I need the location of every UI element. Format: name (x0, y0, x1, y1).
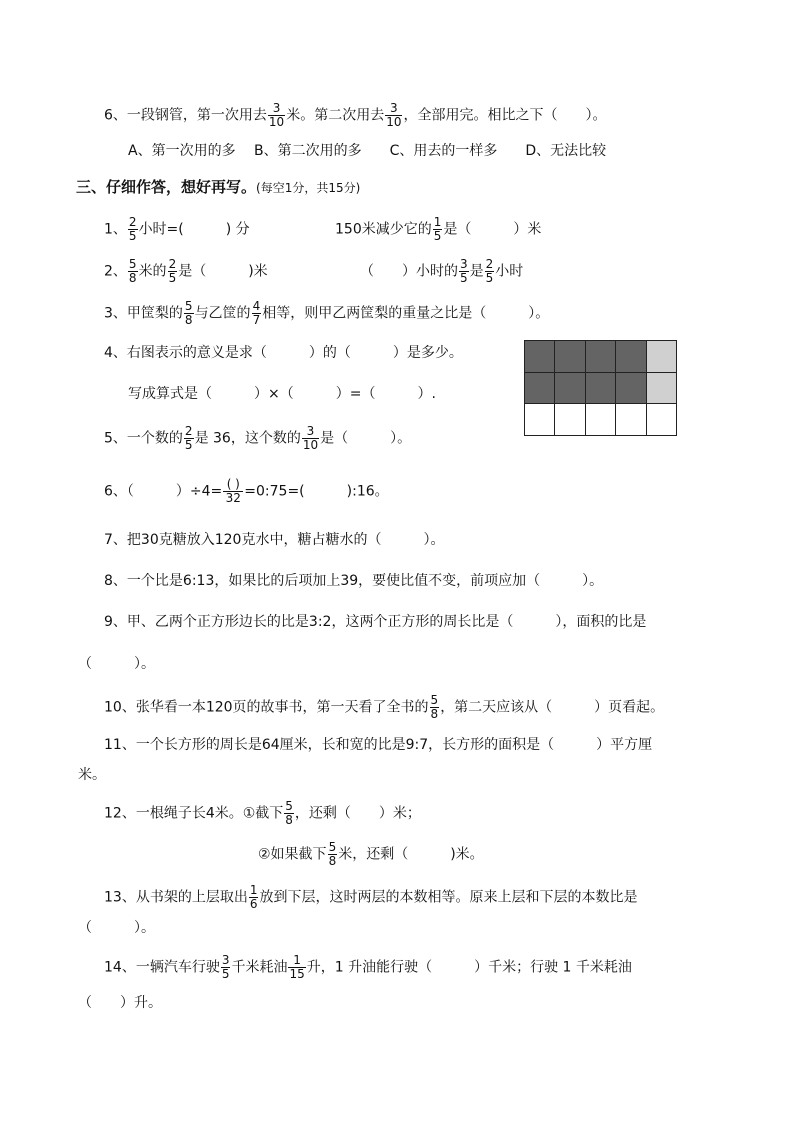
fraction (433, 216, 443, 243)
text-segment: 3、甲筐梨的 (104, 305, 183, 322)
q6-text-c: ，全部用完。相比之下（ ）。 (403, 107, 607, 124)
fraction-numerator: 5 (285, 799, 293, 813)
item-12-line-1 (104, 800, 421, 827)
item-11-line-1: 11、一个长方形的周长是64厘米，长和宽的比是9:7，长方形的面积是（ ）平方厘 (104, 737, 653, 753)
fraction-denominator: 32 (225, 491, 241, 505)
item-13-line-1 (104, 884, 637, 911)
fraction-denominator: 8 (285, 813, 293, 827)
fraction-denominator: 5 (128, 229, 137, 243)
text-segment: 是（ )米 (178, 263, 268, 280)
fraction-denominator: 10 (268, 115, 285, 129)
fraction-numerator: 3 (460, 257, 468, 271)
q6-text-a: 6、一段钢管，第一次用去 (104, 107, 267, 124)
fraction (184, 300, 194, 327)
fraction (128, 216, 138, 243)
fraction-denominator: 7 (252, 313, 261, 327)
grid-cell-white (555, 404, 585, 436)
item-4-line-1: 4、右图表示的意义是求（ ）的（ ）是多少。 (104, 345, 463, 361)
grid-cell-dark (555, 373, 585, 405)
fraction-numerator: 3 (268, 102, 285, 116)
grid-cell-white (525, 404, 555, 436)
item-6 (104, 478, 389, 505)
text-segment: 2、 (104, 263, 127, 280)
item-1-left (104, 216, 250, 243)
fraction-numerator: 5 (184, 299, 193, 313)
fraction (284, 800, 294, 827)
grid-cell-dark (525, 341, 555, 373)
fraction-denominator: 10 (302, 438, 319, 452)
fraction (430, 694, 440, 721)
text-segment: 150米减少它的 (335, 221, 432, 238)
text-segment: 1、 (104, 221, 127, 238)
item-4-line-2: 写成算式是（ ）×（ ）=（ ）. (128, 386, 436, 402)
grid-cell-light (647, 341, 677, 373)
fraction-numerator: 5 (128, 257, 137, 271)
q6-options: A、第一次用的多 B、第二次用的多 C、用去的一样多 D、无法比较 (128, 143, 607, 159)
fraction-grid-figure (524, 340, 677, 436)
fraction-denominator: 15 (289, 967, 305, 981)
fraction-numerator: 3 (221, 953, 230, 967)
question-6 (104, 102, 606, 129)
fraction (128, 258, 138, 285)
text-segment: 相等，则甲乙两筐梨的重量之比是（ ）。 (262, 305, 550, 322)
fraction-numerator: 2 (168, 257, 177, 271)
fraction (184, 425, 194, 452)
grid-cell-dark (586, 341, 616, 373)
fraction-denominator: 5 (168, 271, 177, 285)
text-segment: =0:75=( ):16。 (244, 483, 389, 500)
text-segment: 5、一个数的 (104, 430, 183, 447)
q6-text-b: 米。第二次用去 (286, 107, 385, 124)
fraction-denominator: 5 (460, 271, 468, 285)
fraction-denominator: 5 (184, 438, 193, 452)
fraction-numerator: 3 (385, 102, 402, 116)
fraction (288, 954, 305, 981)
item-8: 8、一个比是6:13，如果比的后项加上39，要使比值不变，前项应加（ ）。 (104, 573, 604, 589)
fraction-denominator: 8 (184, 313, 193, 327)
fraction (302, 425, 319, 452)
text-segment: ，第二天应该从（ ）页看起。 (440, 699, 665, 716)
grid-cell-dark (616, 373, 646, 405)
fraction-denominator: 8 (128, 271, 137, 285)
fraction-denominator: 5 (433, 229, 442, 243)
text-segment: 米，还剩（ )米。 (338, 846, 484, 863)
fraction (223, 478, 243, 505)
text-segment: 小时 (495, 263, 524, 280)
text-segment: 13、从书架的上层取出 (104, 889, 248, 906)
fraction-denominator: 5 (221, 967, 230, 981)
text-segment: ②如果截下 (258, 846, 327, 863)
item-7: 7、把30克糖放入120克水中，糖占糖水的（ ）。 (104, 532, 445, 548)
fraction-numerator: 1 (288, 954, 305, 968)
fraction (385, 102, 402, 129)
fraction-numerator: 1 (433, 215, 442, 229)
fraction-denominator: 6 (249, 897, 258, 911)
text-segment: 米的 (138, 263, 167, 280)
text-segment: 14、一辆汽车行驶 (104, 959, 220, 976)
text-segment: 10、张华看一本120页的故事书，第一天看了全书的 (104, 699, 429, 716)
grid-cell-dark (525, 373, 555, 405)
fraction-numerator: 5 (328, 840, 337, 854)
grid-cell-white (616, 404, 646, 436)
fraction (168, 258, 178, 285)
fraction-denominator: 10 (386, 115, 402, 129)
item-9-line-1: 9、甲、乙两个正方形边长的比是3:2，这两个正方形的周长比是（ ），面积的比是 (104, 614, 647, 630)
section-note: (每空1分，共15分) (256, 181, 361, 195)
fraction-denominator: 5 (485, 271, 494, 285)
fraction-numerator: ( ) (223, 478, 243, 492)
text-segment: 千米耗油 (231, 959, 288, 976)
fraction-numerator: 1 (249, 883, 258, 897)
text-segment: 小时=( ) 分 (138, 221, 250, 238)
item-12-line-2 (258, 841, 484, 868)
section-heading (76, 177, 360, 198)
fraction (485, 258, 495, 285)
item-2-right (360, 258, 523, 285)
fraction-denominator: 8 (328, 854, 337, 868)
fraction (268, 102, 285, 129)
fraction-numerator: 2 (485, 257, 494, 271)
text-segment: 是（ ）。 (320, 430, 412, 447)
section-title: 三、仔细作答，想好再写。 (76, 178, 257, 196)
item-11-line-2: 米。 (78, 767, 106, 783)
text-segment: 是 (469, 263, 484, 280)
item-1-right (335, 216, 541, 243)
fraction-numerator: 2 (184, 424, 193, 438)
text-segment: 升，1 升油能行驶（ ）千米；行驶 1 千米耗油 (306, 959, 632, 976)
item-2-left (104, 258, 268, 285)
text-segment: 12、一根绳子长4米。①截下 (104, 805, 284, 822)
text-segment: 6、（ ）÷4= (104, 483, 223, 500)
fraction (459, 258, 469, 285)
grid-cell-dark (616, 341, 646, 373)
grid-cell-light (647, 373, 677, 405)
item-13-line-2: （ ）。 (78, 920, 155, 936)
fraction-numerator: 2 (128, 215, 137, 229)
item-3 (104, 300, 549, 327)
text-segment: 是 36，这个数的 (194, 430, 301, 447)
fraction-denominator: 8 (430, 707, 439, 721)
item-5 (104, 425, 411, 452)
fraction (328, 841, 338, 868)
grid-cell-white (586, 404, 616, 436)
text-segment: 是（ ）米 (443, 221, 542, 238)
item-9-line-2: （ ）。 (78, 656, 155, 672)
fraction-numerator: 3 (302, 425, 319, 439)
fraction (221, 954, 231, 981)
grid-cell-dark (586, 373, 616, 405)
text-segment: 与乙筐的 (194, 305, 251, 322)
item-10 (104, 694, 664, 721)
text-segment: （ ）小时的 (360, 263, 458, 280)
grid-cell-white (647, 404, 677, 436)
text-segment: ，还剩（ ）米； (294, 805, 421, 822)
fraction (249, 884, 259, 911)
item-14-line-2: （ ）升。 (78, 995, 162, 1011)
fraction (252, 300, 262, 327)
text-segment: 放到下层，这时两层的本数相等。原来上层和下层的本数比是 (259, 889, 638, 906)
fraction-numerator: 4 (252, 299, 261, 313)
item-14-line-1 (104, 954, 632, 981)
grid-cell-dark (555, 341, 585, 373)
fraction-numerator: 5 (430, 693, 439, 707)
